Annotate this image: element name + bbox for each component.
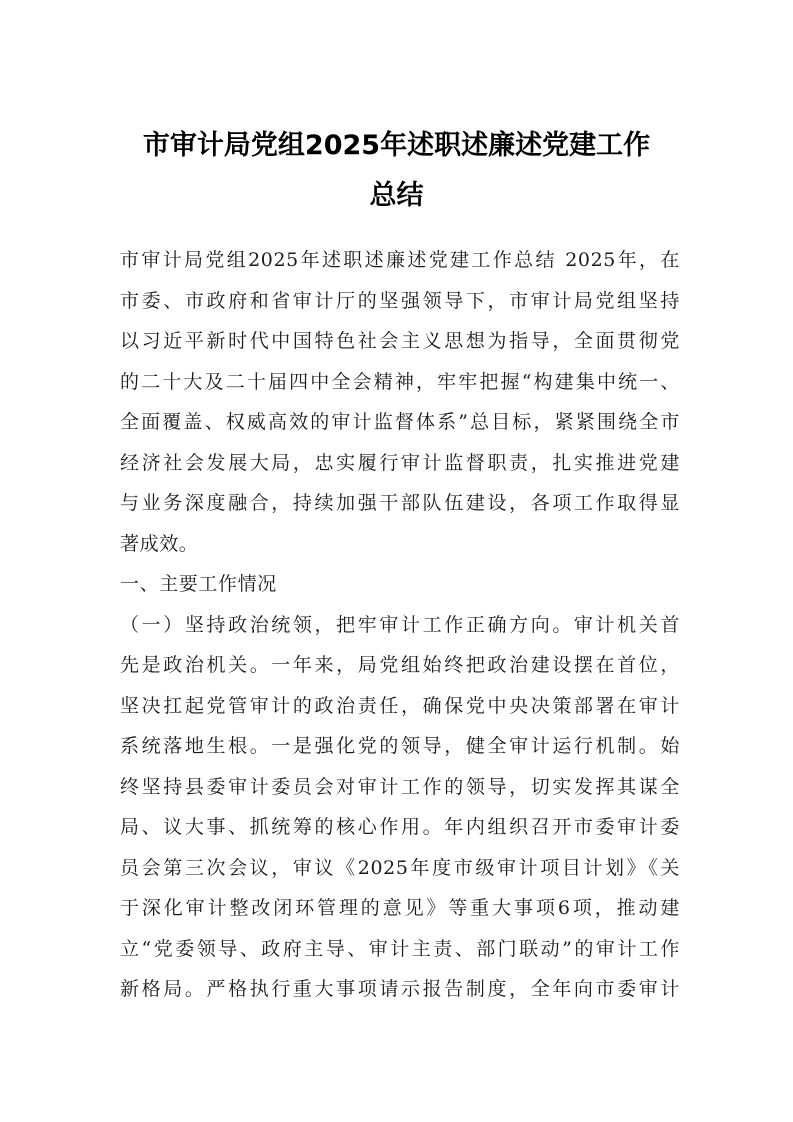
body-line: （一）坚持政治统领，把牢审计工作正确方向。审计机关首 — [120, 613, 680, 636]
body-line: 以习近平新时代中国特色社会主义思想为指导，全面贯彻党 — [120, 330, 680, 352]
body-line: 新格局。严格执行重大事项请示报告制度，全年向市委审计 — [120, 978, 680, 1000]
body-line: 与业务深度融合，持续加强干部队伍建设，各项工作取得显 — [120, 492, 680, 514]
body-line: 局、议大事、抓统筹的核心作用。年内组织召开市委审计委 — [120, 816, 680, 838]
body-line: 坚决扛起党管审计的政治责任，确保党中央决策部署在审计 — [120, 694, 680, 717]
body-line: 先是政治机关。一年来，局党组始终把政治建设摆在首位， — [120, 654, 680, 676]
body-line: 市审计局党组2025年述职述廉述党建工作总结 2025年，在 — [120, 249, 680, 271]
body-line: 的二十大及二十届四中全会精神，牢牢把握“构建集中统一、 — [120, 370, 680, 393]
body-line: 立“党委领导、政府主导、审计主责、部门联动”的审计工作 — [120, 937, 680, 960]
document-title-line-2: 总结 — [369, 180, 424, 211]
document-title-line-1: 市审计局党组2025年述职述廉述党建工作 — [142, 130, 651, 161]
body-line: 系统落地生根。一是强化党的领导，健全审计运行机制。始 — [120, 735, 680, 757]
document-body — [120, 240, 680, 1010]
body-line: 员会第三次会议，审议《2025年度市级审计项目计划》《关 — [120, 856, 680, 879]
body-line: 全面覆盖、权威高效的审计监督体系”总目标，紧紧围绕全市 — [120, 411, 680, 433]
section-heading: 一、主要工作情况 — [120, 573, 277, 595]
body-line: 著成效。 — [120, 532, 199, 555]
body-line: 于深化审计整改闭环管理的意见》等重大事项6项，推动建 — [120, 897, 680, 919]
body-line: 终坚持县委审计委员会对审计工作的领导，切实发挥其谋全 — [120, 775, 680, 798]
body-line: 经济社会发展大局，忠实履行审计监督职责，扎实推进党建 — [120, 451, 680, 474]
body-line: 市委、市政府和省审计厅的坚强领导下，市审计局党组坚持 — [120, 289, 680, 312]
